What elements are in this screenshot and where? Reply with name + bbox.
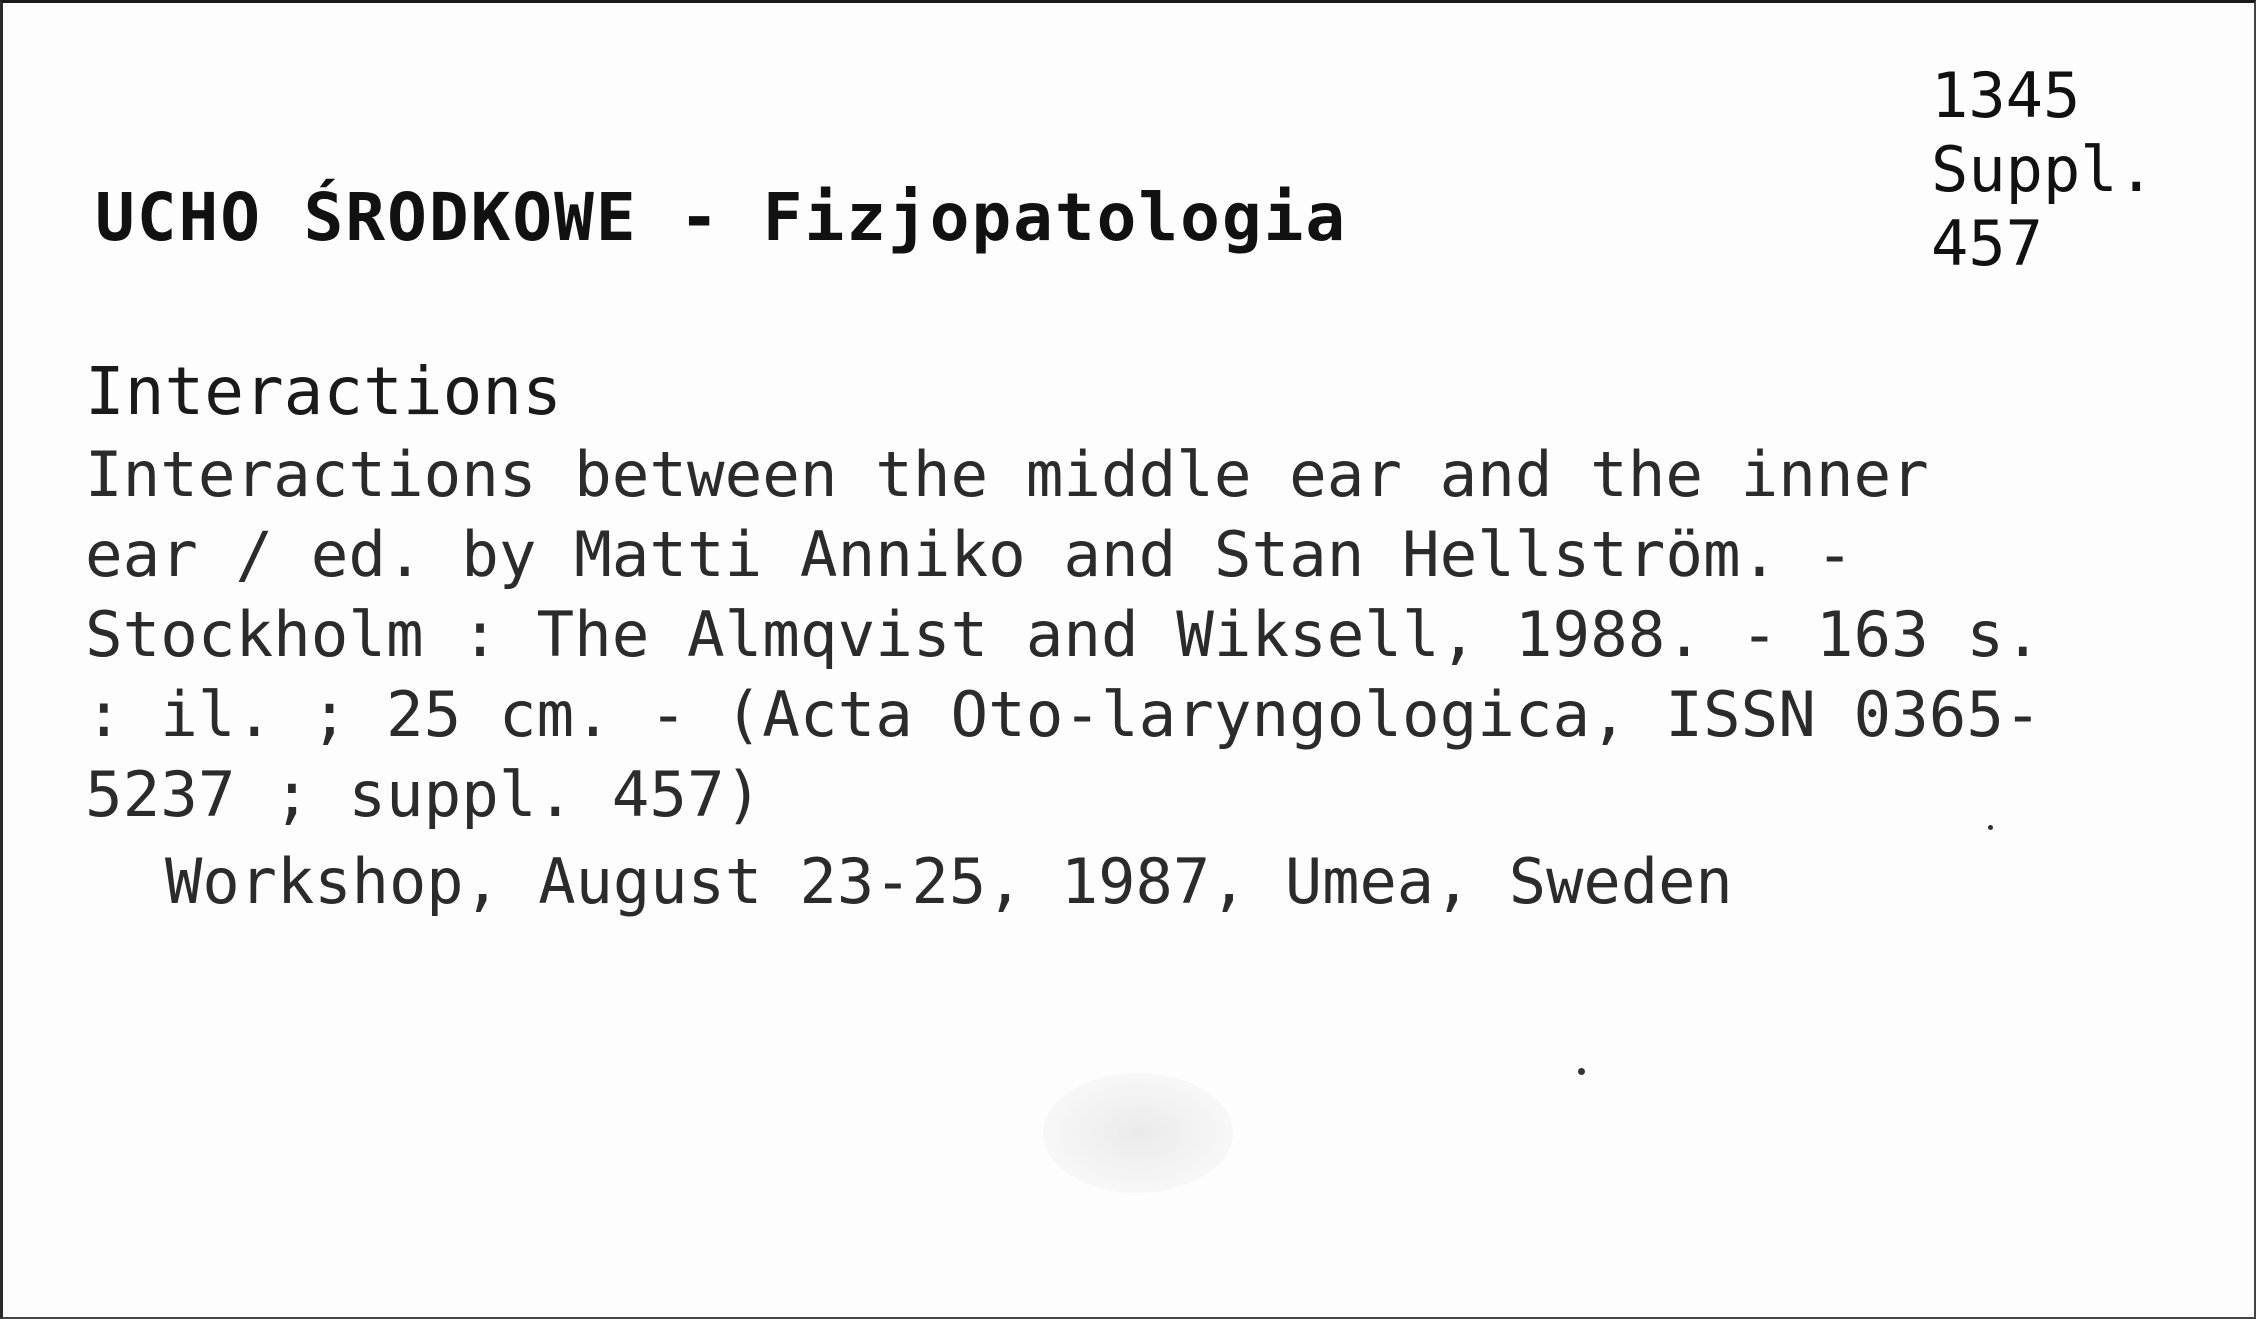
- bibliographic-description: [85, 435, 2042, 835]
- description-line: ear / ed. by Matti Anniko and Stan Hellström. -: [85, 518, 1854, 591]
- workshop-note: Workshop, August 23-25, 1987, Umea, Sweden: [165, 845, 1733, 918]
- subject-heading: UCHO ŚRODKOWE - Fizjopatologia: [95, 179, 1348, 256]
- main-entry: Interactions: [85, 353, 562, 430]
- shelfmark-volume: 457: [1931, 207, 2043, 280]
- description-line: Stockholm : The Almqvist and Wiksell, 1988. - 163 s.: [85, 598, 2042, 671]
- paper-smudge: [1043, 1073, 1233, 1193]
- paper-speck: [1988, 825, 1993, 830]
- paper-speck: [1578, 1068, 1585, 1075]
- shelfmark: [1931, 59, 2155, 281]
- description-line: : il. ; 25 cm. - (Acta Oto-laryngologica, ISSN 0365-: [85, 678, 2042, 751]
- shelfmark-number: 1345: [1931, 59, 2081, 132]
- shelfmark-suppl: Suppl.: [1931, 133, 2155, 206]
- description-line: Interactions between the middle ear and the inner: [85, 438, 1929, 511]
- description-line: 5237 ; suppl. 457): [85, 758, 763, 831]
